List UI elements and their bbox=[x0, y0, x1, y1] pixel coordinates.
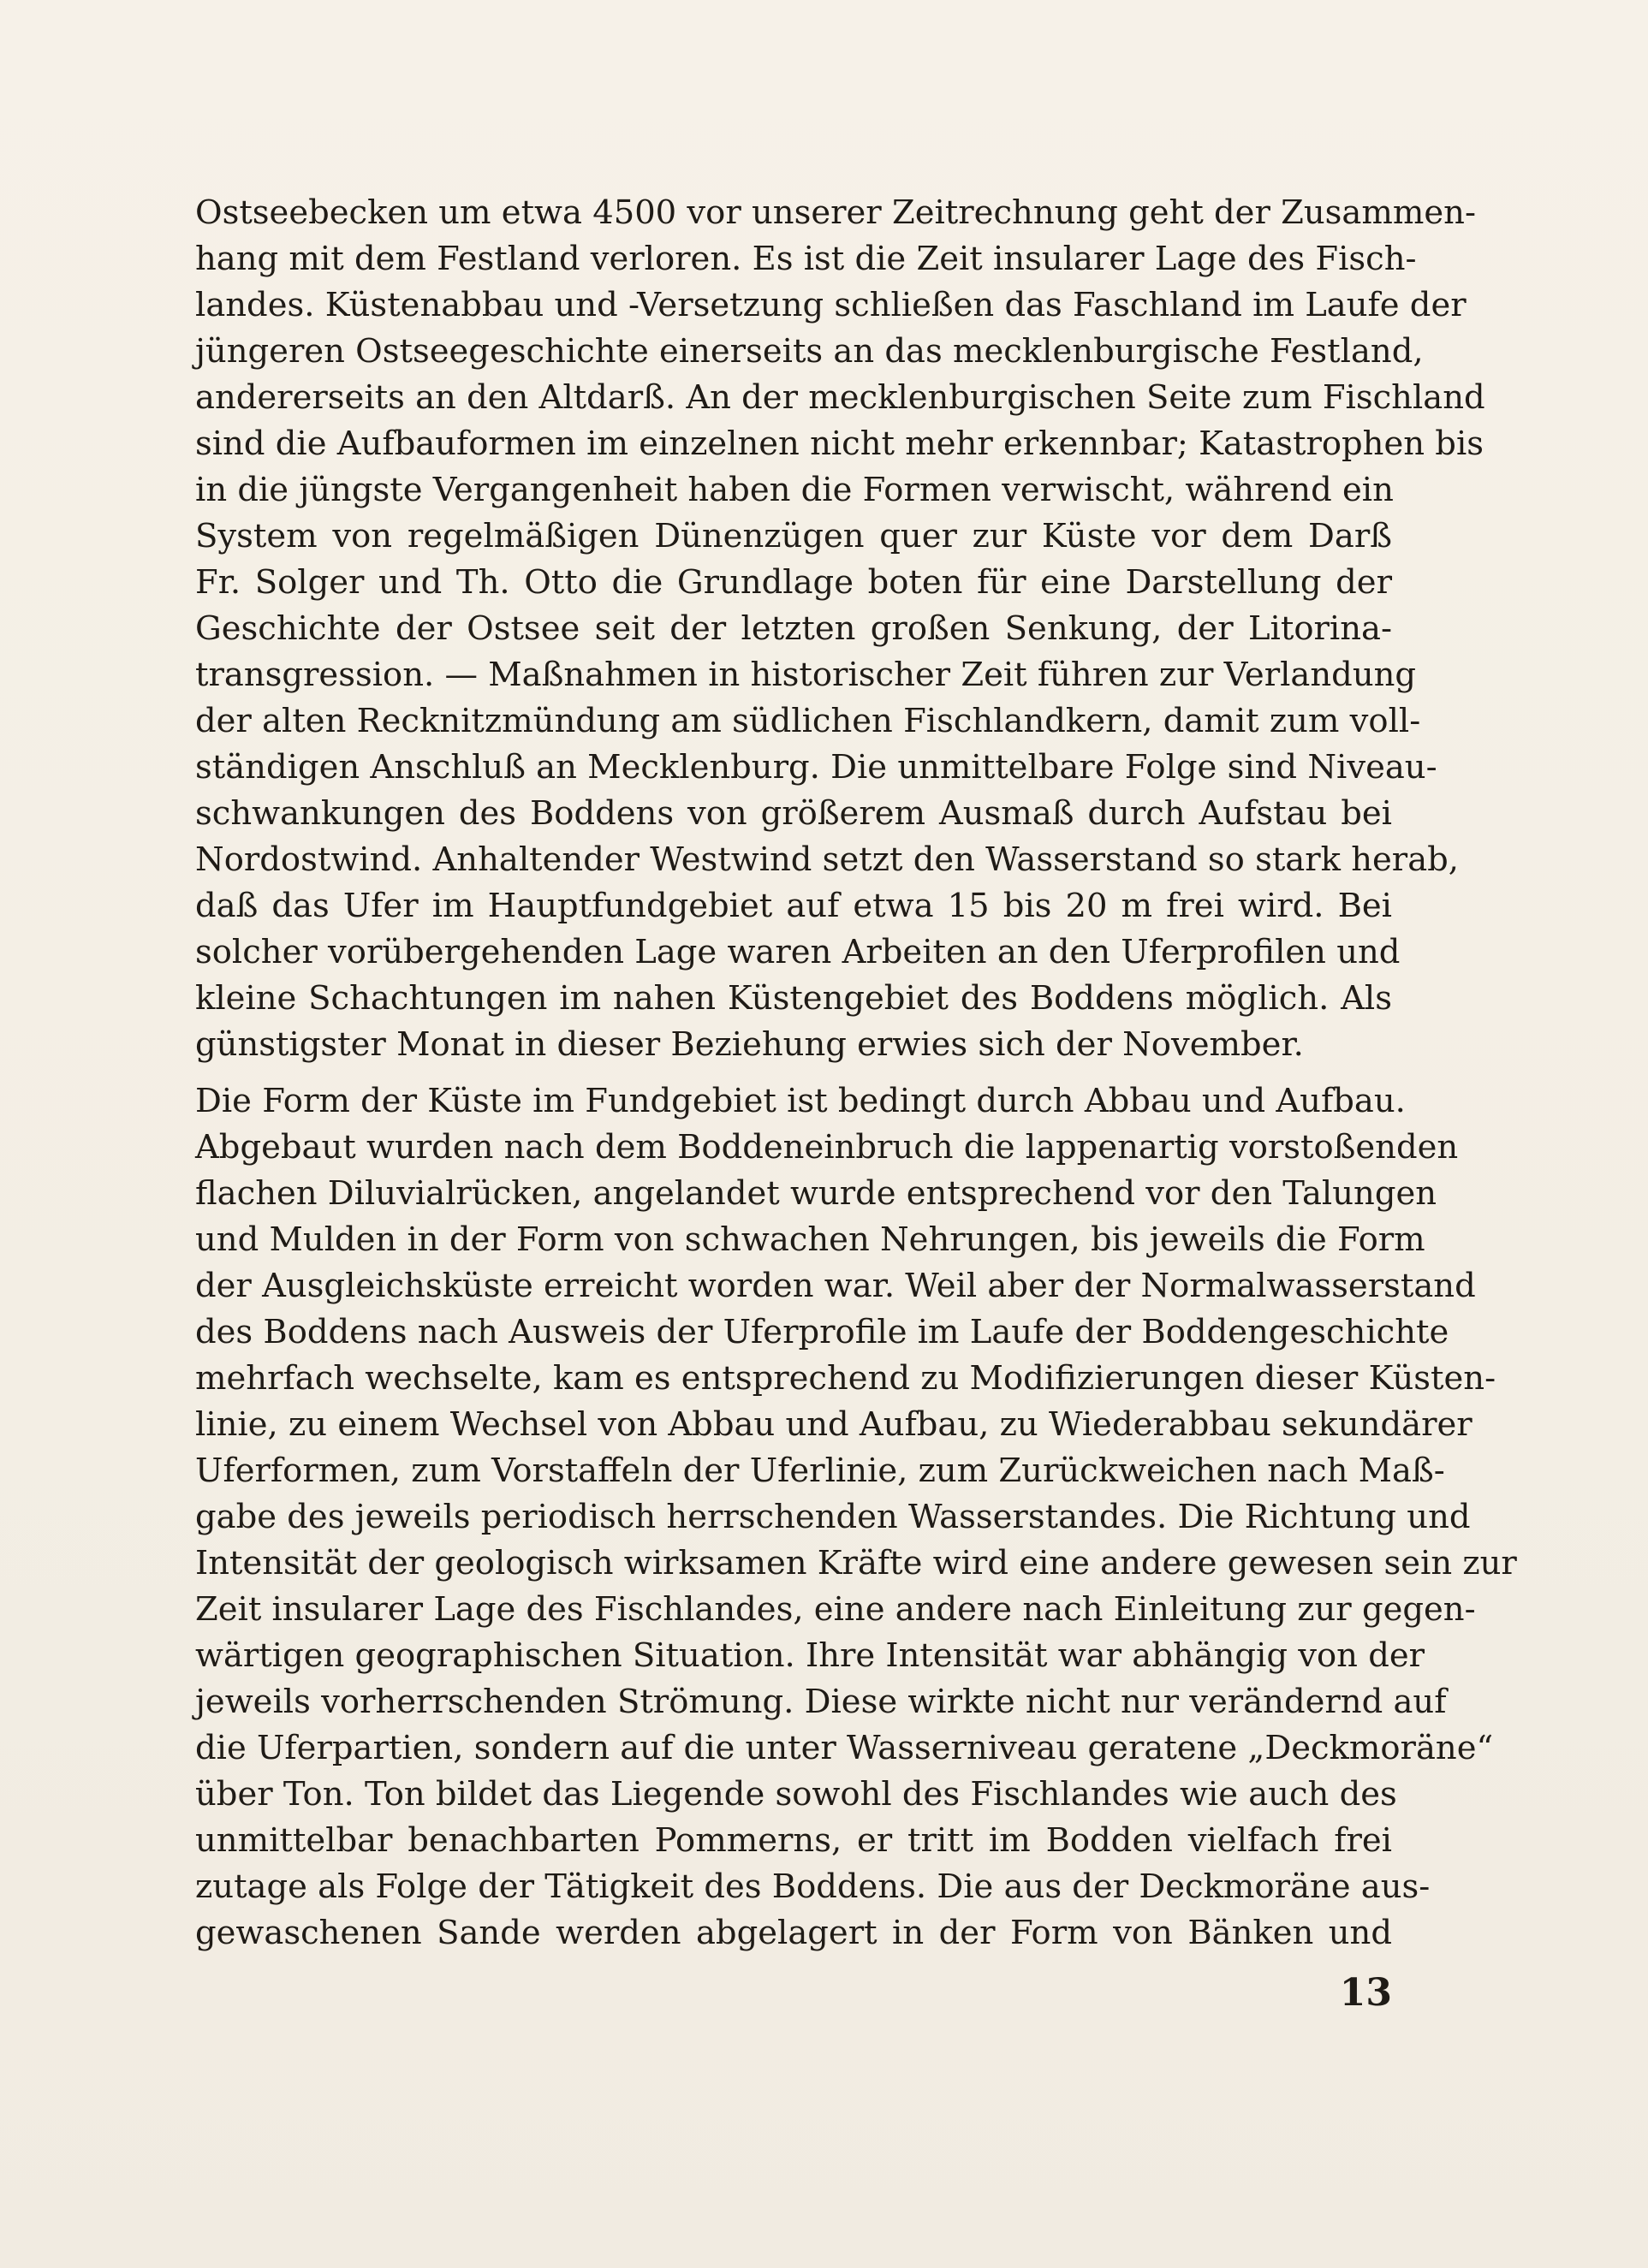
text-line: jeweils vorherrschenden Strömung. Diese wirkte nicht nur verändernd auf bbox=[195, 1683, 1447, 1721]
text-line: der Ausgleichsküste erreicht worden war. Weil aber der Normalwasserstand bbox=[195, 1267, 1476, 1305]
text-line: wärtigen geographischen Situation. Ihre Intensität war abhängig von der bbox=[195, 1636, 1425, 1675]
text-line: mehrfach wechselte, kam es entsprechend zu Modifizierungen dieser Küsten- bbox=[195, 1359, 1496, 1398]
text-line: Geschichte der Ostsee seit der letzten großen Senkung, der Litorina- bbox=[195, 609, 1392, 648]
text-line: Abgebaut wurden nach dem Boddeneinbruch die lappenartig vorstoßenden bbox=[195, 1128, 1459, 1167]
text-line: Die Form der Küste im Fundgebiet ist bedingt durch Abbau und Aufbau. bbox=[195, 1082, 1406, 1120]
text-line: Zeit insularer Lage des Fischlandes, eine andere nach Einleitung zur gegen- bbox=[195, 1590, 1476, 1629]
text-line: gabe des jeweils periodisch herrschenden Wasserstandes. Die Richtung und bbox=[195, 1498, 1471, 1536]
text-line: zutage als Folge der Tätigkeit des Boddens. Die aus der Deckmoräne aus- bbox=[195, 1867, 1431, 1906]
text-line: ständigen Anschluß an Mecklenburg. Die unmittelbare Folge sind Niveau- bbox=[195, 748, 1437, 787]
text-line: linie, zu einem Wechsel von Abbau und Aufbau, zu Wiederabbau sekundärer bbox=[195, 1405, 1472, 1444]
text-line: kleine Schachtungen im nahen Küstengebiet des Boddens möglich. Als bbox=[195, 979, 1392, 1018]
text-line: transgression. — Maßnahmen in historischer Zeit führen zur Verlandung bbox=[195, 656, 1417, 694]
text-line: Uferformen, zum Vorstaffeln der Uferlinie, zum Zurückweichen nach Maß- bbox=[195, 1452, 1445, 1490]
text-line: daß das Ufer im Hauptfundgebiet auf etwa 15 bis 20 m frei wird. Bei bbox=[195, 887, 1392, 925]
page-number: 13 bbox=[1339, 1971, 1392, 2015]
text-line: jüngeren Ostseegeschichte einerseits an das mecklenburgische Festland, bbox=[195, 332, 1424, 371]
text-line: unmittelbar benachbarten Pommerns, er tritt im Bodden vielfach frei bbox=[195, 1821, 1392, 1860]
text-line: sind die Aufbauformen im einzelnen nicht mehr erkennbar; Katastrophen bis bbox=[195, 425, 1484, 463]
text-line: gewaschenen Sande werden abgelagert in der Form von Bänken und bbox=[195, 1914, 1392, 1952]
text-line: schwankungen des Boddens von größerem Ausmaß durch Aufstau bei bbox=[195, 794, 1392, 833]
text-line: System von regelmäßigen Dünenzügen quer zur Küste vor dem Darß bbox=[195, 517, 1392, 555]
text-line: Intensität der geologisch wirksamen Kräfte wird eine andere gewesen sein zur bbox=[195, 1544, 1517, 1582]
text-line: Ostseebecken um etwa 4500 vor unserer Zeitrechnung geht der Zusammen- bbox=[195, 193, 1476, 232]
body-text bbox=[195, 190, 1517, 1956]
text-line: und Mulden in der Form von schwachen Nehrungen, bis jeweils die Form bbox=[195, 1220, 1425, 1259]
text-line: solcher vorübergehenden Lage waren Arbeiten an den Uferprofilen und bbox=[195, 933, 1401, 971]
text-line: landes. Küstenabbau und -Versetzung schließen das Faschland im Laufe der bbox=[195, 286, 1467, 324]
text-line: flachen Diluvialrücken, angelandet wurde entsprechend vor den Talungen bbox=[195, 1174, 1437, 1213]
paragraph-1 bbox=[195, 190, 1485, 1068]
text-line: Nordostwind. Anhaltender Westwind setzt den Wasserstand so stark herab, bbox=[195, 840, 1460, 879]
paragraph-2 bbox=[195, 1078, 1517, 1956]
text-line: über Ton. Ton bildet das Liegende sowohl des Fischlandes wie auch des bbox=[195, 1775, 1397, 1814]
text-line: des Boddens nach Ausweis der Uferprofile im Laufe der Boddengeschichte bbox=[195, 1313, 1449, 1351]
text-line: hang mit dem Festland verloren. Es ist die Zeit insularer Lage des Fisch- bbox=[195, 240, 1417, 278]
text-line: die Uferpartien, sondern auf die unter Wasserniveau geratene „Deckmoräne“ bbox=[195, 1729, 1494, 1767]
text-line: der alten Recknitzmündung am südlichen Fischlandkern, damit zum voll- bbox=[195, 702, 1421, 740]
text-line: günstigster Monat in dieser Beziehung erwies sich der November. bbox=[195, 1025, 1304, 1064]
text-line: in die jüngste Vergangenheit haben die Formen verwischt, während ein bbox=[195, 471, 1394, 509]
text-line: andererseits an den Altdarß. An der mecklenburgischen Seite zum Fischland bbox=[195, 378, 1485, 417]
text-line: Fr. Solger und Th. Otto die Grundlage boten für eine Darstellung der bbox=[195, 563, 1392, 602]
